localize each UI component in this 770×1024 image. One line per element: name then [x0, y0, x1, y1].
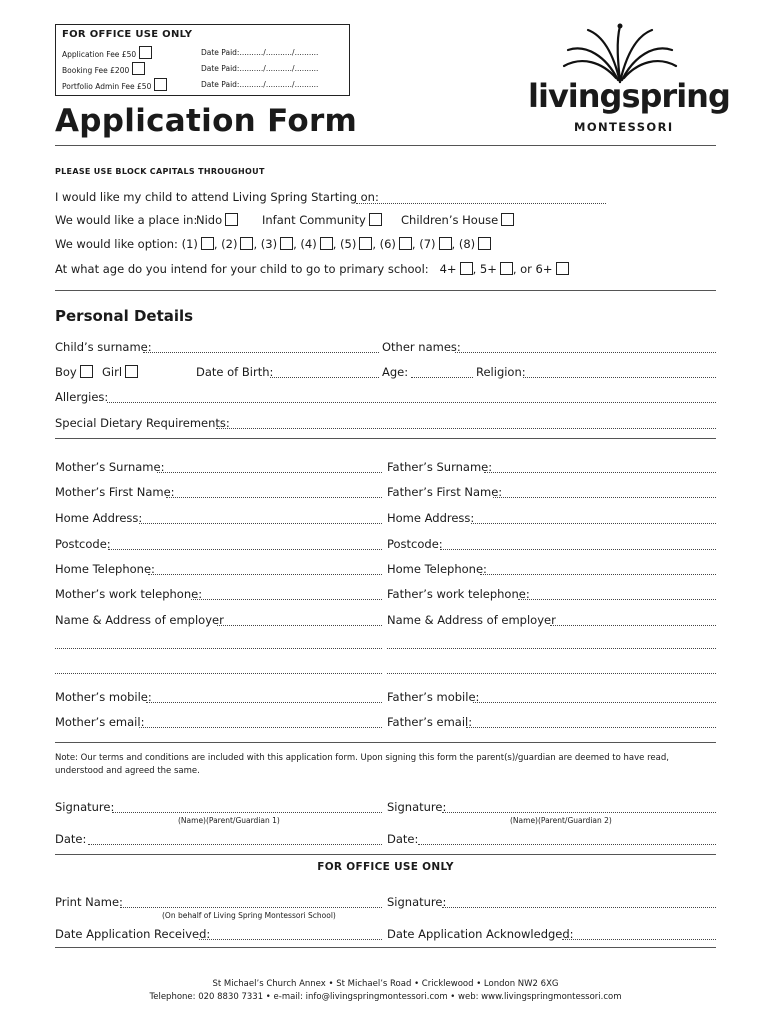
father-home-telephone-field[interactable] [480, 574, 716, 575]
option-2-checkbox[interactable] [240, 237, 253, 250]
divider [55, 742, 716, 743]
option-label: Infant Community [262, 213, 366, 227]
start-date-label: I would like my child to attend Living Spring Starting on: [55, 190, 379, 204]
option-3-checkbox[interactable] [280, 237, 293, 250]
signature-1-field[interactable] [112, 812, 382, 813]
father-mobile-label: Father’s mobile: [387, 690, 480, 704]
mother-employer-field[interactable] [217, 625, 382, 626]
option-6-checkbox[interactable] [399, 237, 412, 250]
child-surname-field[interactable] [143, 352, 379, 353]
girl-option [102, 365, 138, 379]
place-infant-community [262, 213, 382, 227]
footer-contact: Telephone: 020 8830 7331 • e-mail: info@livingspringmontessori.com • web: www.livingspringmontessori.com [149, 992, 622, 1002]
mother-surname-field[interactable] [157, 472, 382, 473]
mother-home-telephone-field[interactable] [148, 574, 382, 575]
fee-label: Booking Fee £200 [62, 66, 130, 75]
mother-first-name-field[interactable] [166, 497, 382, 498]
mother-address-label: Home Address: [55, 511, 143, 525]
option-5-label: , (5) [332, 237, 357, 251]
religion-field[interactable] [523, 377, 716, 378]
mother-email-field[interactable] [139, 727, 382, 728]
option-1-label: (1) [181, 237, 198, 251]
option-8-label: , (8) [451, 237, 476, 251]
date-received-field[interactable] [199, 939, 382, 940]
father-work-telephone-label: Father’s work telephone: [387, 587, 530, 601]
father-surname-field[interactable] [484, 472, 716, 473]
option-3-label: , (3) [253, 237, 278, 251]
signature-1-label: Signature: [55, 800, 115, 814]
fountain-logo-icon [560, 22, 680, 84]
date-paid[interactable]: Date Paid:........../.........../.......... [201, 80, 319, 89]
father-employer-label: Name & Address of employer [387, 613, 556, 627]
allergies-label: Allergies: [55, 390, 109, 404]
boy-label: Boy [55, 365, 77, 379]
print-name-field[interactable] [120, 907, 382, 908]
footer-address: St Michael’s Church Annex • St Michael’s Road • Cricklewood • London NW2 6XG [212, 979, 559, 989]
office-row-booking-fee [62, 62, 145, 78]
option-label: Children’s House [401, 213, 499, 227]
boy-checkbox[interactable] [80, 365, 93, 378]
primary-4-checkbox[interactable] [460, 262, 473, 275]
dietary-field[interactable] [216, 428, 716, 429]
father-first-name-label: Father’s First Name: [387, 485, 503, 499]
other-names-field[interactable] [455, 352, 716, 353]
girl-label: Girl [102, 365, 123, 379]
mother-mobile-field[interactable] [146, 702, 382, 703]
dietary-label: Special Dietary Requirements: [55, 416, 230, 430]
instruction: PLEASE USE BLOCK CAPITALS THROUGHOUT [55, 167, 265, 176]
office-use-heading: FOR OFFICE USE ONLY [317, 861, 454, 873]
office-box-title: FOR OFFICE USE ONLY [62, 29, 193, 40]
father-home-telephone-label: Home Telephone: [387, 562, 487, 576]
option-2-label: , (2) [213, 237, 238, 251]
father-email-label: Father’s email: [387, 715, 473, 729]
checkbox[interactable] [132, 62, 145, 75]
infant-community-checkbox[interactable] [369, 213, 382, 226]
allergies-field[interactable] [107, 402, 716, 403]
date-1-field[interactable] [88, 844, 382, 845]
option-4-checkbox[interactable] [320, 237, 333, 250]
divider [55, 854, 716, 855]
father-address-field[interactable] [471, 523, 716, 524]
option-5-checkbox[interactable] [359, 237, 372, 250]
signature-1-caption: (Name)(Parent/Guardian 1) [178, 816, 280, 825]
personal-details-heading: Personal Details [55, 307, 194, 325]
option-7-checkbox[interactable] [439, 237, 452, 250]
print-name-label: Print Name: [55, 895, 123, 909]
father-first-name-field[interactable] [493, 497, 716, 498]
primary-5-checkbox[interactable] [500, 262, 513, 275]
option-7-label: , (7) [411, 237, 436, 251]
office-signature-label: Signature: [387, 895, 447, 909]
mother-employer-label: Name & Address of employer [55, 613, 224, 627]
nido-checkbox[interactable] [225, 213, 238, 226]
primary-row [55, 262, 569, 276]
terms-note: Note: Our terms and conditions are included with this application form. Upon signing this form the parent(s)/guardian are deemed to have read, understood and agreed the same. [55, 753, 669, 776]
father-employer-field[interactable] [550, 625, 716, 626]
signature-2-caption: (Name)(Parent/Guardian 2) [510, 816, 612, 825]
mother-email-label: Mother’s email: [55, 715, 145, 729]
date-acknowledged-field[interactable] [562, 939, 716, 940]
father-work-telephone-field[interactable] [518, 599, 716, 600]
option-label: We would like option: [55, 237, 178, 251]
date-paid[interactable]: Date Paid:........../.........../.......... [201, 48, 319, 57]
dob-label: Date of Birth: [196, 365, 274, 379]
age-field[interactable] [411, 377, 473, 378]
childrens-house-checkbox[interactable] [501, 213, 514, 226]
start-date-field[interactable] [356, 203, 606, 204]
father-surname-label: Father’s Surname: [387, 460, 493, 474]
place-nido [196, 213, 238, 227]
option-4-label: , (4) [293, 237, 317, 251]
mother-employer-field-line3[interactable] [55, 673, 382, 674]
mother-work-telephone-label: Mother’s work telephone: [55, 587, 203, 601]
divider [55, 290, 716, 291]
mother-surname-label: Mother’s Surname: [55, 460, 165, 474]
office-signature-field[interactable] [442, 907, 716, 908]
religion-label: Religion: [476, 365, 526, 379]
father-employer-field-line2[interactable] [387, 648, 716, 649]
mother-work-telephone-field[interactable] [191, 599, 382, 600]
checkbox[interactable] [139, 46, 152, 59]
place-label: We would like a place in: [55, 213, 198, 227]
mother-postcode-label: Postcode: [55, 537, 111, 551]
date-received-label: Date Application Received: [55, 927, 211, 941]
primary-4-label: 4+ [439, 262, 457, 276]
father-postcode-label: Postcode: [387, 537, 443, 551]
mother-mobile-label: Mother’s mobile: [55, 690, 152, 704]
option-6-label: , (6) [372, 237, 396, 251]
mother-home-telephone-label: Home Telephone: [55, 562, 155, 576]
date-1-label: Date: [55, 832, 87, 846]
mother-employer-field-line2[interactable] [55, 648, 382, 649]
checkbox[interactable] [154, 78, 167, 91]
office-row-application-fee [62, 46, 152, 62]
other-names-label: Other names: [382, 340, 461, 354]
divider [55, 145, 716, 146]
fee-label: Application Fee £50 [62, 50, 137, 59]
office-use-box [55, 24, 350, 96]
mother-address-field[interactable] [139, 523, 382, 524]
age-label: Age: [382, 365, 409, 379]
signature-2-field[interactable] [442, 812, 716, 813]
office-row-portfolio-fee [62, 78, 167, 94]
option-label: Nido [196, 213, 223, 227]
father-email-field[interactable] [466, 727, 716, 728]
father-postcode-field[interactable] [440, 549, 716, 550]
logo-subtitle: MONTESSORI [574, 120, 674, 134]
option-row [55, 237, 491, 251]
primary-6-label: , or 6+ [512, 262, 553, 276]
page-title: Application Form [55, 103, 358, 139]
place-childrens-house [401, 213, 514, 227]
mother-first-name-label: Mother’s First Name: [55, 485, 175, 499]
option-1-checkbox[interactable] [201, 237, 214, 250]
date-2-field[interactable] [418, 844, 716, 845]
boy-option [55, 365, 93, 379]
girl-checkbox[interactable] [125, 365, 138, 378]
date-2-label: Date: [387, 832, 419, 846]
father-mobile-field[interactable] [473, 702, 716, 703]
mother-postcode-field[interactable] [108, 549, 382, 550]
father-address-label: Home Address: [387, 511, 475, 525]
signature-2-label: Signature: [387, 800, 447, 814]
fee-label: Portfolio Admin Fee £50 [62, 82, 152, 91]
primary-label: At what age do you intend for your child to go to primary school: [55, 262, 429, 276]
divider [55, 438, 716, 439]
behalf-caption: (On behalf of Living Spring Montessori School) [162, 911, 336, 920]
child-surname-label: Child’s surname: [55, 340, 152, 354]
option-8-checkbox[interactable] [478, 237, 491, 250]
date-acknowledged-label: Date Application Acknowledged: [387, 927, 574, 941]
primary-6-checkbox[interactable] [556, 262, 569, 275]
divider [55, 947, 716, 948]
dob-field[interactable] [270, 377, 379, 378]
date-paid[interactable]: Date Paid:........../.........../.......... [201, 64, 319, 73]
primary-5-label: , 5+ [472, 262, 497, 276]
father-employer-field-line3[interactable] [387, 673, 716, 674]
logo-name: livingspring [528, 77, 730, 115]
